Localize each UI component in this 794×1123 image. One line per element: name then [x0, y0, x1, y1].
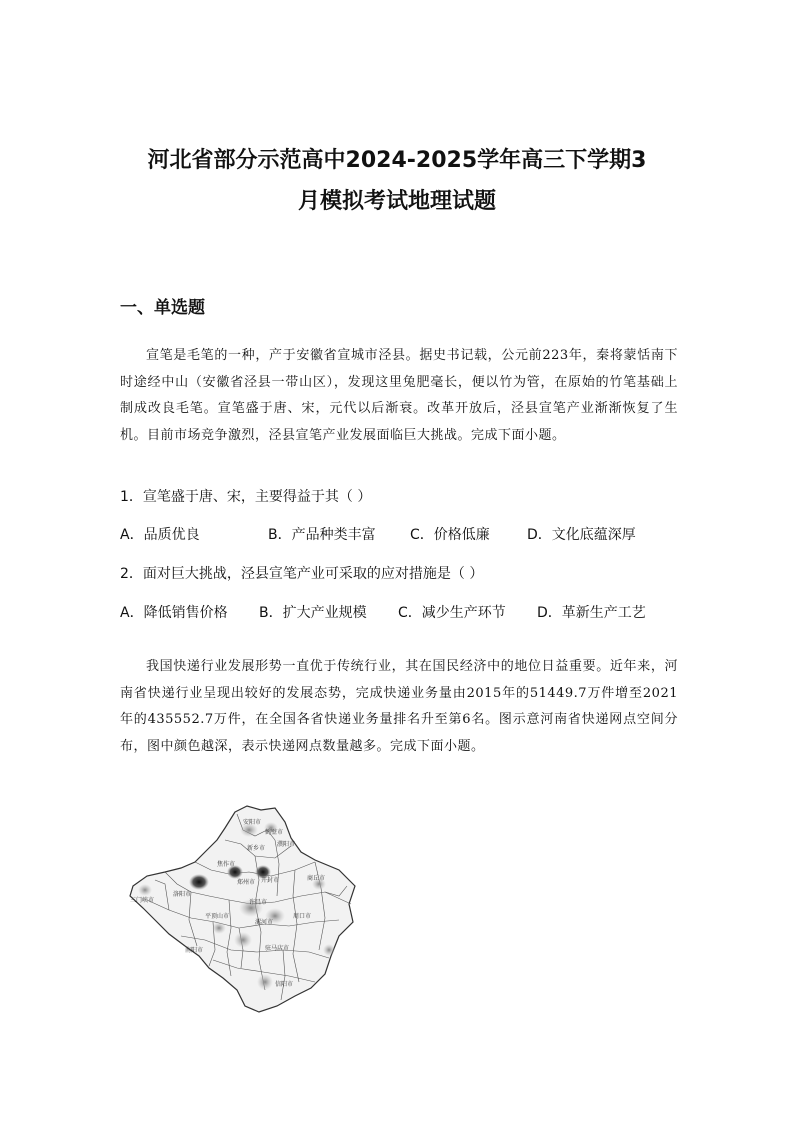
map-label-jiaozuo: 焦作市 — [217, 861, 236, 868]
page-title — [100, 140, 694, 222]
question-2-stem: 2．面对巨大挑战，泾县宣笔产业可采取的应对措施是（ ） — [120, 566, 484, 582]
map-label-luoyang: 洛阳市 — [173, 891, 192, 898]
q2-option-d[interactable]: D．革新生产工艺 — [537, 605, 646, 621]
map-label-kaifeng: 开封市 — [261, 877, 280, 884]
question-1-options — [120, 524, 680, 544]
q1-option-d[interactable]: D．文化底蕴深厚 — [527, 527, 636, 543]
map-label-anyang: 安阳市 — [243, 819, 262, 826]
henan-express-outlet-map — [125, 800, 360, 1016]
map-label-shangqiu: 商丘市 — [307, 875, 326, 882]
title-line-2: 月模拟考试地理试题 — [297, 189, 496, 214]
map-label-hebi: 鹤壁市 — [265, 829, 284, 836]
map-label-zhengzhou: 郑州市 — [237, 879, 256, 886]
map-label-pingdingshan: 平顶山市 — [205, 913, 230, 920]
map-label-puyang: 濮阳市 — [277, 841, 296, 848]
map-label-nanyang: 南阳市 — [185, 947, 204, 954]
map-label-xinyang: 信阳市 — [275, 981, 294, 988]
q1-option-c[interactable]: C．价格低廉 — [410, 527, 490, 543]
map-label-luohe: 漯河市 — [255, 919, 274, 926]
q1-option-a[interactable]: A．品质优良 — [120, 527, 200, 543]
title-line-1: 河北省部分示范高中2024-2025学年高三下学期3 — [147, 148, 647, 173]
map-label-xuchang: 许昌市 — [249, 899, 268, 906]
q2-option-a[interactable]: A．降低销售价格 — [120, 605, 228, 621]
q2-option-b[interactable]: B．扩大产业规模 — [259, 605, 367, 621]
question-2-options — [120, 602, 680, 622]
passage-2: 我国快递行业发展形势一直优于传统行业，其在国民经济中的地位日益重要。近年来，河南省快递行业呈现出较好的发展态势，完成快递业务量由2015年的51449.7万件增至2021年的435552.7万件，在全国各省快递业务量排名升至第6名。图示意河南省快递网点空间分布，图中颜色越深，表示快递网点数量越多。完成下面小题。 — [120, 659, 678, 754]
passage-1: 宣笔是毛笔的一种，产于安徽省宣城市泾县。据史书记载，公元前223年，秦将蒙恬南下时途经中山（安徽省泾县一带山区），发现这里兔肥毫长，便以竹为管，在原始的竹笔基础上制成改良毛笔。宣笔盛于唐、宋，元代以后渐衰。改革开放后，泾县宣笔产业渐渐恢复了生机。目前市场竞争激烈，泾县宣笔产业发展面临巨大挑战。完成下面小题。 — [120, 348, 678, 443]
q1-option-b[interactable]: B．产品种类丰富 — [268, 527, 376, 543]
map-label-xinxiang: 新乡市 — [247, 845, 266, 852]
question-1-stem: 1．宣笔盛于唐、宋，主要得益于其（ ） — [120, 489, 372, 505]
map-label-zhumadian: 驻马店市 — [265, 945, 290, 952]
section-heading: 一、单选题 — [120, 298, 205, 318]
map-label-sanmenxia: 三门峡市 — [130, 897, 155, 904]
q2-option-c[interactable]: C．减少生产环节 — [398, 605, 506, 621]
map-label-zhoukou: 周口市 — [293, 913, 312, 920]
